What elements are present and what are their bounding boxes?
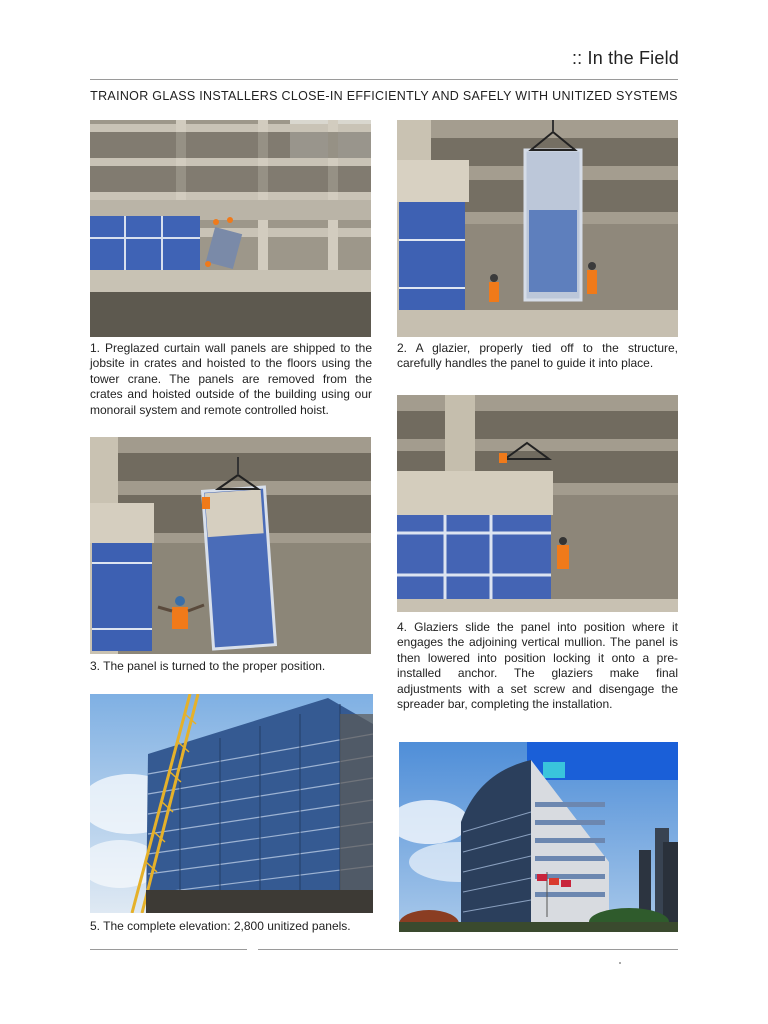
- footer-rule-left: [90, 949, 247, 950]
- header-rule: [90, 79, 678, 80]
- caption-step-2: 2. A glazier, properly tied off to the structure, carefully handles the panel to guide it into place.: [397, 341, 678, 371]
- photo-panel-turned: [90, 437, 371, 654]
- footer-rule-right: [258, 949, 678, 950]
- caption-step-5: 5. The complete elevation: 2,800 unitized panels.: [90, 919, 351, 933]
- caption-step-1: 1. Preglazed curtain wall panels are shipped to the jobsite in crates and hoisted to the floors using the tower crane. The panels are removed from the crates and hoisted outside of the building using our monorail system and remote controlled hoist.: [90, 341, 372, 417]
- photo-glazier-guiding-panel: [397, 120, 678, 337]
- photo-panel-slid-into-position: [397, 395, 678, 612]
- article-headline: TRAINOR GLASS INSTALLERS CLOSE-IN EFFICIENTLY AND SAFELY WITH UNITIZED SYSTEMS: [90, 89, 678, 103]
- photo-finished-building: [399, 742, 678, 932]
- section-title: :: In the Field: [571, 48, 679, 68]
- photo-panels-hoisted: [90, 120, 371, 337]
- photo-complete-elevation: [90, 694, 373, 913]
- caption-step-3: 3. The panel is turned to the proper position.: [90, 659, 326, 673]
- page-marker: [619, 962, 621, 964]
- caption-step-4: 4. Glaziers slide the panel into position where it engages the adjoining vertical mullion. The panel is then lowered into position locking it onto a pre-installed anchor. The glaziers make final adjustments with a set screw and disengage the spreader bar, completing the installation.: [397, 620, 678, 712]
